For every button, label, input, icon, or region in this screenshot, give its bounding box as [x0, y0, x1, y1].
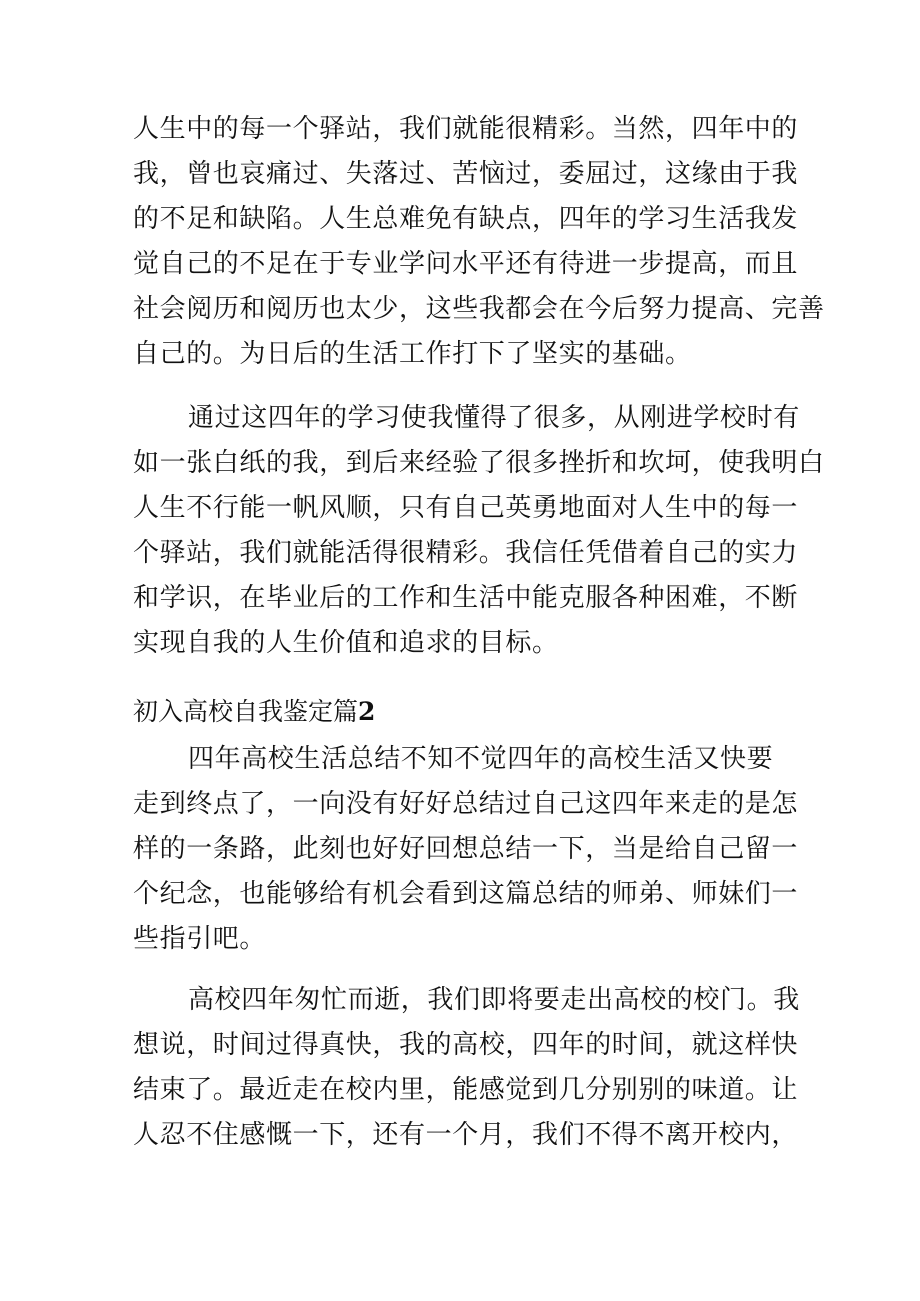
text-line: 和学识，在毕业后的工作和生活中能克服各种困难，不断	[133, 583, 799, 613]
text-line: 社会阅历和阅历也太少，这些我都会在今后努力提高、完善	[133, 294, 825, 324]
paragraph-2	[133, 396, 825, 666]
paragraph-1	[133, 107, 825, 377]
text-line: 的不足和缺陷。人生总难免有缺点，四年的学习生活我发	[133, 204, 799, 234]
text-line: 个纪念，也能够给有机会看到这篇总结的师弟、师妹们一	[133, 879, 799, 909]
text-line: 我，曾也哀痛过、失落过、苦恼过，委屈过，这缘由于我	[133, 159, 799, 189]
text-line: 自己的。为日后的生活工作打下了坚实的基础。	[133, 339, 692, 369]
text-line: 个驿站，我们就能活得很精彩。我信任凭借着自己的实力	[133, 538, 799, 568]
text-line: 实现自我的人生价值和追求的目标。	[133, 628, 559, 658]
text-line: 如一张白纸的我，到后来经验了很多挫折和坎坷，使我明白	[133, 448, 825, 478]
text-line: 人生中的每一个驿站，我们就能很精彩。当然，四年中的	[133, 114, 799, 144]
text-line: 想说，时间过得真快，我的高校，四年的时间，就这样快	[133, 1030, 799, 1060]
paragraph-3	[133, 737, 799, 962]
text-line: 觉自己的不足在于专业学问水平还有待进一步提高，而且	[133, 249, 799, 279]
text-line: 四年高校生活总结不知不觉四年的高校生活又快要	[188, 744, 774, 774]
text-line: 结束了。最近走在校内里，能感觉到几分别别的味道。让	[133, 1075, 799, 1105]
text-line: 样的一条路，此刻也好好回想总结一下，当是给自己留一	[133, 834, 799, 864]
text-line: 高校四年匆忙而逝，我们即将要走出高校的校门。我	[188, 985, 800, 1015]
text-line: 些指引吧。	[133, 924, 267, 954]
section-heading-text: 初入高校自我鉴定篇	[133, 697, 359, 726]
section-heading-number: 2	[358, 697, 376, 726]
section-heading	[133, 689, 375, 734]
text-line: 人忍不住感慨一下，还有一个月，我们不得不离开校内，	[133, 1120, 799, 1150]
text-line: 人生不行能一帆风顺，只有自己英勇地面对人生中的每一	[133, 493, 799, 523]
paragraph-4	[133, 978, 800, 1158]
text-line: 走到终点了，一向没有好好总结过自己这四年来走的是怎	[133, 789, 799, 819]
text-line: 通过这四年的学习使我懂得了很多，从刚进学校时有	[188, 403, 800, 433]
